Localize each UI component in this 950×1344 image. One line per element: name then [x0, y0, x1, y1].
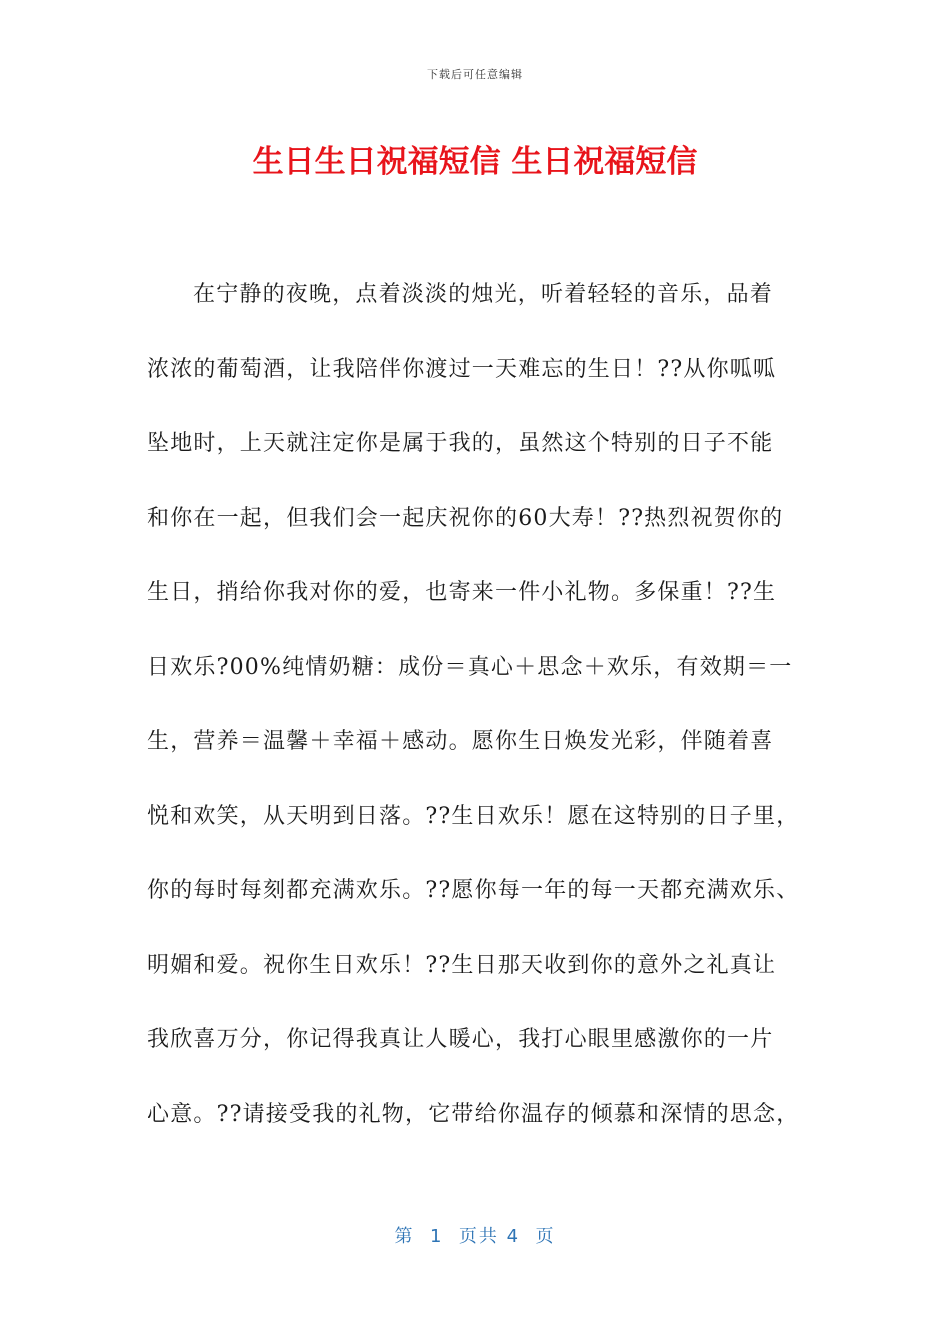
body-line: 我欣喜万分，你记得我真让人暖心，我打心眼里感激你的一片	[147, 1027, 774, 1052]
body-line: 生，营养＝温馨＋幸福＋感动。愿你生日焕发光彩，伴随着喜	[147, 729, 774, 754]
body-line: 明媚和爱。祝你生日欢乐！??生日那天收到你的意外之礼真让	[147, 952, 777, 978]
body-line: 你的每时每刻都充满欢乐。??愿你每一年的每一天都充满欢乐、	[147, 878, 800, 903]
body-line: 日欢乐?00%纯情奶糖：成份＝真心＋思念＋欢乐，有效期＝一	[147, 654, 793, 680]
body-text	[147, 272, 807, 1166]
body-line: 心意。??请接受我的礼物，它带给你温存的倾慕和深情的思念，	[147, 1101, 800, 1127]
body-line: 在宁静的夜晚，点着淡淡的烛光，听着轻轻的音乐，品着	[193, 282, 774, 307]
body-line: 浓浓的葡萄酒，让我陪伴你渡过一天难忘的生日！??从你呱呱	[147, 356, 777, 382]
body-line: 和你在一起，但我们会一起庆祝你的60大寿！??热烈祝贺你的	[147, 505, 784, 531]
body-line: 坠地时，上天就注定你是属于我的，虽然这个特别的日子不能	[147, 431, 774, 456]
page-number-footer: 第 1 页共 4 页	[394, 1226, 556, 1247]
body-line: 生日，捎给你我对你的爱，也寄来一件小礼物。多保重！??生	[147, 580, 777, 605]
document-title: 生日生日祝福短信 生日祝福短信	[252, 144, 698, 180]
body-line: 悦和欢笑，从天明到日落。??生日欢乐！愿在这特别的日子里，	[147, 803, 800, 829]
header-note: 下载后可任意编辑	[427, 68, 523, 81]
